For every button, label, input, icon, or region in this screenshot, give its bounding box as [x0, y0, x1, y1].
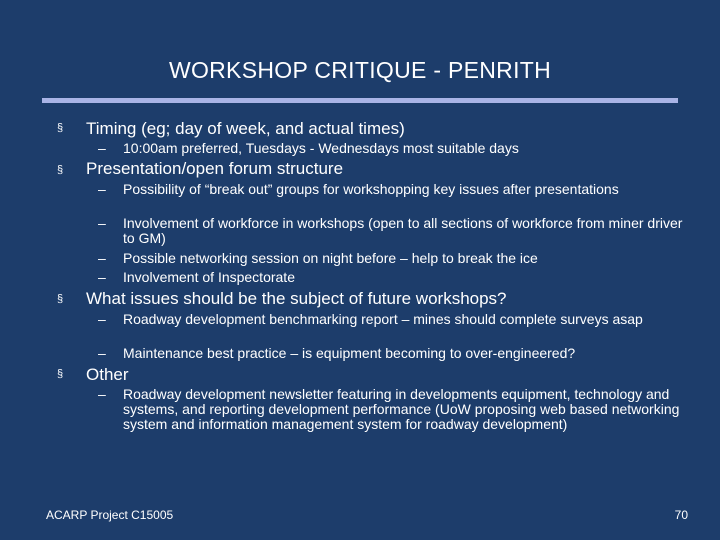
sub-bullet-text: Maintenance best practice – is equipment becoming to over-engineered?	[123, 345, 576, 361]
sub-bullet-text: Roadway development benchmarking report – mines should complete surveys asap	[123, 311, 643, 327]
sub-bullet-dash: –	[98, 250, 106, 266]
bullet-marker: §	[57, 164, 64, 176]
bullet-text: Other	[86, 365, 129, 384]
sub-bullet-dash: –	[98, 311, 106, 327]
bullet-marker: §	[57, 122, 64, 134]
bullet-text: What issues should be the subject of future workshops?	[86, 289, 507, 308]
sub-bullet-text: Possible networking session on night before – help to break the ice	[123, 250, 538, 266]
sub-bullet-text: 10:00am preferred, Tuesdays - Wednesdays most suitable days	[123, 140, 519, 156]
footer-project-label: ACARP Project C15005	[46, 508, 174, 522]
bullet-marker: §	[57, 293, 64, 305]
sub-bullet-text: Involvement of Inspectorate	[123, 269, 295, 285]
title-divider	[42, 98, 678, 103]
sub-bullet-dash: –	[98, 215, 106, 231]
sub-bullet-dash: –	[98, 140, 106, 156]
sub-bullet-dash: –	[98, 181, 106, 197]
sub-bullet-text: Involvement of workforce in workshops (open to all sections of workforce from miner driver to GM)	[123, 215, 683, 246]
sub-bullet-dash: –	[98, 345, 106, 361]
sub-bullet-text: Roadway development newsletter featuring in developments equipment, technology and systems, and reporting development performance (UoW proposing web based networking system and information management system for roadway development)	[123, 386, 680, 432]
bullet-text: Presentation/open forum structure	[86, 159, 344, 178]
sub-bullet-dash: –	[98, 269, 106, 285]
bullet-text: Timing (eg; day of week, and actual times)	[86, 119, 405, 138]
sub-bullet-text: Possibility of “break out” groups for workshopping key issues after presentations	[123, 181, 619, 197]
slide-title: WORKSHOP CRITIQUE - PENRITH	[168, 57, 552, 83]
page-number: 70	[674, 508, 688, 522]
sub-bullet-dash: –	[98, 386, 106, 402]
bullet-marker: §	[57, 368, 64, 380]
